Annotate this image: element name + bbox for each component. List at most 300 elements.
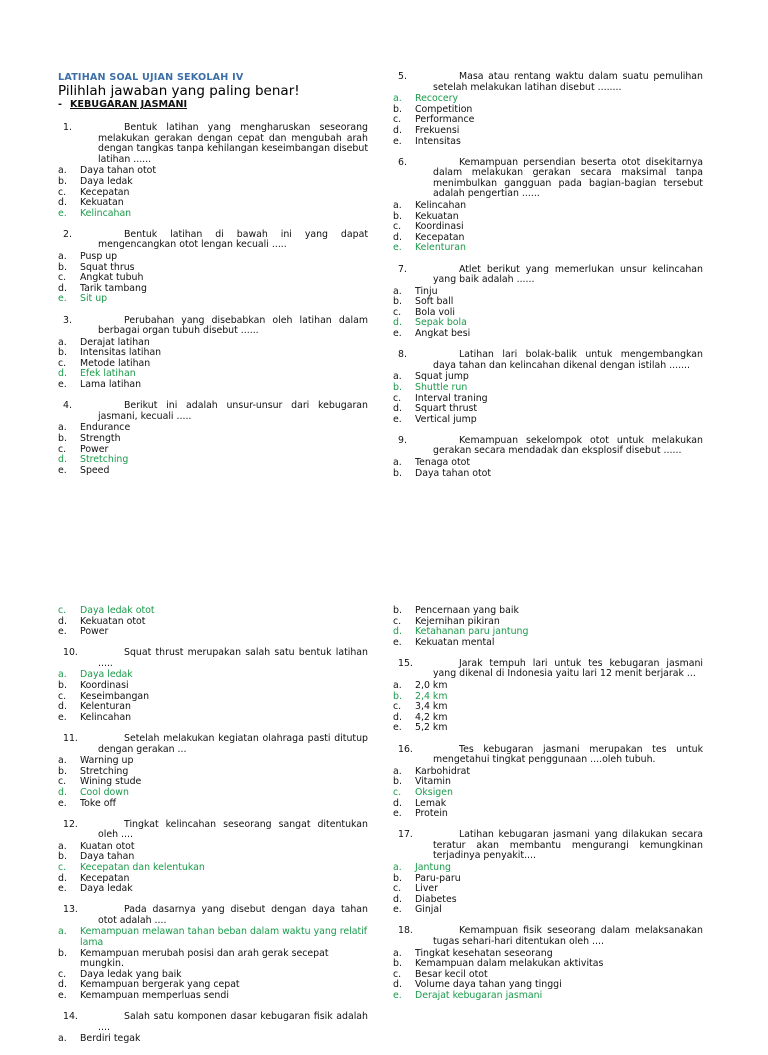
option-text: Ginjal	[415, 904, 442, 916]
option-text: Kemampuan merubah posisi dan arah gerak secepat mungkin.	[80, 947, 329, 970]
option-text: Kelincahan	[80, 711, 132, 723]
question-item	[58, 648, 368, 723]
continued-options	[58, 606, 368, 638]
option-letter: a.	[58, 165, 67, 177]
option-letter: c.	[393, 615, 402, 627]
option-text: Lemak	[415, 797, 447, 809]
question-item	[393, 745, 703, 820]
question-item	[58, 123, 368, 219]
question-stem	[393, 72, 703, 93]
option-text: Volume daya tahan yang tinggi	[415, 979, 562, 991]
answer-option	[58, 380, 368, 391]
question-text: Jarak tempuh lari untuk tes kebugaran jasmani yang dikenal di Indonesia yaitu lari 12 menit berjarak ...	[433, 657, 703, 680]
option-text: Toke off	[80, 797, 116, 809]
option-letter: a.	[393, 680, 402, 692]
instruction-text: Pilihlah jawaban yang paling benar!	[58, 83, 300, 99]
option-text: 5,2 km	[415, 722, 448, 734]
option-letter: d.	[393, 124, 402, 136]
option-letter: b.	[393, 467, 402, 479]
answer-option	[58, 177, 368, 188]
option-letter: e.	[58, 797, 67, 809]
option-letter: c.	[58, 776, 67, 788]
option-text: Kemampuan melawan tahan beban dalam waktu yang relatif lama	[80, 926, 368, 949]
page-bottom	[0, 600, 768, 1045]
option-text: Kelenturan	[80, 701, 131, 713]
question-text: Perubahan yang disebabkan oleh latihan dalam berbagai organ tubuh disebut ......	[98, 314, 368, 337]
question-item	[58, 401, 368, 476]
question-text: Atlet berikut yang memerlukan unsur kelincahan yang baik adalah ......	[433, 263, 703, 286]
option-letter: e.	[58, 990, 67, 1001]
option-text: Koordinasi	[80, 680, 129, 692]
option-text: Pencernaan yang baik	[415, 605, 519, 616]
option-letter: b.	[393, 690, 402, 702]
answer-option-correct	[58, 927, 368, 948]
option-text: Tingkat kesehatan seseorang	[415, 947, 553, 959]
question-text: Masa atau rentang waktu dalam suatu pemulihan setelah melakukan latihan disebut ........	[433, 71, 703, 93]
option-letter: d.	[58, 197, 67, 209]
question-number: 16.	[398, 743, 413, 755]
option-text: 2,4 km	[415, 690, 448, 702]
option-letter: a.	[393, 457, 402, 468]
answer-option	[58, 799, 368, 810]
option-letter: d.	[58, 368, 67, 380]
answer-option	[58, 434, 368, 445]
question-number: 7.	[398, 263, 407, 275]
question-text: Tes kebugaran jasmani merupakan tes untuk mengetahui tingkat penggunaan ....oleh tubuh.	[433, 743, 703, 766]
option-text: 4,2 km	[415, 711, 448, 723]
option-letter: d.	[58, 979, 67, 991]
option-text: Tinju	[415, 285, 438, 297]
option-text: Strength	[80, 432, 121, 444]
answer-option-correct	[58, 294, 368, 305]
answer-option	[58, 713, 368, 724]
option-text: Keseimbangan	[80, 690, 150, 702]
option-text: Daya ledak	[80, 883, 133, 895]
option-letter: e.	[393, 636, 402, 648]
answer-option	[58, 949, 368, 970]
question-text: Tingkat kelincahan seseorang sangat ditentukan oleh ....	[98, 818, 368, 841]
option-text: Kemampuan dalam melakukan aktivitas	[415, 958, 604, 970]
answer-option	[58, 991, 368, 1002]
question-number: 8.	[398, 349, 407, 361]
option-text: Daya ledak otot	[80, 605, 155, 616]
answer-option-correct	[393, 243, 703, 254]
option-text: Kejernihan pikiran	[415, 615, 500, 627]
option-text: Karbohidrat	[415, 765, 471, 777]
option-text: Squart thrust	[415, 403, 478, 415]
question-item	[393, 265, 703, 340]
question-stem	[393, 265, 703, 286]
question-number: 1.	[63, 122, 72, 133]
option-letter: d.	[393, 317, 402, 329]
option-text: Liver	[415, 883, 438, 895]
answer-option-correct	[393, 991, 703, 1002]
option-letter: a.	[393, 947, 402, 959]
option-letter: e.	[393, 904, 402, 916]
option-letter: a.	[393, 200, 402, 212]
option-text: Derajat latihan	[80, 336, 150, 348]
top-right-column	[393, 72, 703, 490]
option-text: Paru-paru	[415, 872, 461, 884]
option-text: Kekuatan	[80, 197, 124, 209]
question-number: 12.	[63, 818, 78, 830]
option-letter: c.	[393, 306, 402, 318]
option-letter: c.	[393, 392, 402, 404]
option-text: Daya ledak yang baik	[80, 968, 182, 980]
bottom-left-column	[58, 606, 368, 1055]
option-text: Intensitas latihan	[80, 347, 162, 359]
option-letter: a.	[393, 93, 402, 105]
option-letter: e.	[58, 711, 67, 723]
option-letter: e.	[58, 379, 67, 391]
option-letter: b.	[393, 381, 402, 393]
question-number: 6.	[398, 156, 407, 168]
option-text: Oksigen	[415, 786, 453, 798]
option-text: Daya ledak	[80, 669, 133, 681]
question-list	[393, 72, 703, 479]
answer-option	[393, 458, 703, 469]
option-letter: c.	[393, 786, 402, 798]
question-number: 4.	[63, 400, 72, 412]
question-stem	[58, 230, 368, 251]
question-number: 5.	[398, 71, 407, 82]
option-text: Stretching	[80, 454, 129, 466]
option-letter: a.	[58, 926, 67, 938]
option-letter: a.	[393, 371, 402, 383]
option-text: Besar kecil otot	[415, 968, 488, 980]
answer-option	[393, 723, 703, 734]
option-text: Kelenturan	[415, 242, 466, 254]
answer-option	[58, 627, 368, 638]
option-text: Kecepatan	[80, 186, 130, 198]
option-letter: e.	[393, 328, 402, 340]
option-letter: d.	[58, 282, 67, 294]
option-letter: a.	[58, 840, 67, 852]
answer-option	[58, 1034, 368, 1045]
option-letter: e.	[58, 883, 67, 895]
option-text: Daya tahan	[80, 851, 135, 863]
option-text: Daya tahan otot	[415, 467, 492, 479]
question-number: 11.	[63, 732, 78, 744]
question-stem	[58, 734, 368, 755]
option-letter: c.	[58, 357, 67, 369]
option-letter: d.	[393, 626, 402, 638]
option-letter: b.	[58, 432, 67, 444]
option-letter: c.	[58, 861, 67, 873]
question-text: Squat thrust merupakan salah satu bentuk latihan .....	[98, 647, 368, 669]
question-number: 10.	[63, 647, 78, 659]
top-left-column	[58, 72, 368, 487]
option-letter: c.	[393, 114, 402, 126]
question-number: 15.	[398, 657, 413, 669]
question-item	[393, 72, 703, 147]
option-text: Pusp up	[80, 251, 118, 263]
question-stem	[393, 158, 703, 200]
option-letter: a.	[393, 765, 402, 777]
option-text: Power	[80, 626, 109, 638]
option-text: Kekuatan	[415, 210, 459, 222]
option-text: Warning up	[80, 755, 134, 767]
option-letter: e.	[393, 242, 402, 254]
option-letter: b.	[393, 872, 402, 884]
option-letter: a.	[58, 1033, 67, 1045]
option-text: Jantung	[415, 861, 451, 873]
option-text: Metode latihan	[80, 357, 151, 369]
question-number: 3.	[63, 314, 72, 326]
question-text: Kemampuan sekelompok otot untuk melakukan gerakan secara mendadak dan eksplosif disebut ......	[433, 434, 703, 457]
option-text: Shuttle run	[415, 381, 468, 393]
option-letter: a.	[58, 755, 67, 767]
option-text: Angkat tubuh	[80, 272, 144, 284]
option-letter: b.	[393, 103, 402, 115]
option-letter: b.	[393, 958, 402, 970]
question-item	[393, 436, 703, 479]
option-letter: d.	[393, 797, 402, 809]
bullet-icon: -	[58, 99, 62, 110]
option-letter: c.	[58, 443, 67, 455]
option-text: Kecepatan	[80, 872, 130, 884]
answer-option	[393, 469, 703, 480]
question-text: Salah satu komponen dasar kebugaran fisik adalah ....	[98, 1011, 368, 1033]
option-letter: d.	[58, 454, 67, 466]
option-letter: b.	[393, 210, 402, 222]
option-text: Kecepatan dan kelentukan	[80, 861, 205, 873]
option-letter: b.	[393, 296, 402, 308]
option-letter: e.	[393, 722, 402, 734]
option-text: Squat thrus	[80, 261, 135, 273]
question-stem	[393, 830, 703, 862]
question-stem	[393, 659, 703, 680]
option-text: Kekuatan otot	[80, 615, 146, 627]
option-text: Kelincahan	[80, 207, 132, 219]
question-number: 9.	[398, 434, 407, 446]
option-letter: e.	[58, 464, 67, 476]
option-letter: e.	[393, 808, 402, 820]
option-letter: c.	[393, 968, 402, 980]
option-text: Endurance	[80, 422, 131, 434]
question-item	[58, 316, 368, 391]
question-text: Latihan kebugaran jasmani yang dilakukan secara teratur akan membantu mengurangi kemungkinan terjadinya penyakit....	[433, 829, 703, 862]
question-number: 13.	[63, 904, 78, 916]
option-letter: a.	[393, 861, 402, 873]
answer-option	[393, 874, 703, 885]
option-letter: b.	[58, 851, 67, 863]
option-text: Competition	[415, 103, 473, 115]
answer-option-correct	[393, 863, 703, 874]
option-text: Protein	[415, 808, 448, 820]
question-stem	[58, 648, 368, 669]
option-text: Diabetes	[415, 893, 457, 905]
answer-option	[393, 415, 703, 426]
question-item	[393, 350, 703, 425]
question-text: Kemampuan fisik seseorang dalam melaksanakan tugas sehari-hari ditentukan oleh ....	[433, 925, 703, 948]
question-text: Kemampuan persendian beserta otot disekitarnya dalam melakukan gerakan secara maksimal tanpa menimbulkan gangguan pada bagian-bagian tersebut adalah pengertian ......	[433, 156, 703, 200]
question-text: Bentuk latihan yang mengharuskan seseorang melakukan gerakan dengan cepat dan mengubah arah dengan tangkas tanpa kehilangan keseimbangan disebut latihan ......	[98, 122, 368, 165]
option-letter: d.	[393, 979, 402, 991]
answer-option-correct	[58, 863, 368, 874]
option-text: Berdiri tegak	[80, 1033, 141, 1045]
option-letter: c.	[58, 272, 67, 284]
answer-option-correct	[58, 606, 368, 617]
option-text: Kecepatan	[415, 231, 465, 243]
question-number: 18.	[398, 925, 413, 937]
option-text: Frekuensi	[415, 124, 460, 136]
question-item	[58, 230, 368, 305]
option-text: Performance	[415, 114, 475, 126]
option-text: Ketahanan paru jantung	[415, 626, 529, 638]
option-letter: a.	[393, 285, 402, 297]
answer-option	[393, 126, 703, 137]
option-letter: b.	[58, 347, 67, 359]
answer-option	[393, 329, 703, 340]
option-text: Sit up	[80, 293, 108, 305]
question-stem	[58, 1012, 368, 1033]
question-stem	[393, 745, 703, 766]
question-stem	[393, 436, 703, 457]
option-letter: a.	[58, 336, 67, 348]
answer-option-correct	[393, 383, 703, 394]
bottom-right-column	[393, 606, 703, 1012]
option-letter: c.	[393, 701, 402, 713]
option-letter: e.	[393, 135, 402, 147]
option-text: Bola voli	[415, 306, 455, 318]
continued-options	[393, 606, 703, 648]
option-letter: e.	[58, 626, 67, 638]
answer-option	[393, 809, 703, 820]
option-letter: d.	[58, 615, 67, 627]
option-letter: b.	[393, 776, 402, 788]
answer-option	[58, 466, 368, 477]
option-text: Tarik tambang	[80, 282, 147, 294]
option-letter: a.	[58, 422, 67, 434]
option-text: Cool down	[80, 786, 129, 798]
option-text: Vitamin	[415, 776, 451, 788]
option-letter: e.	[393, 413, 402, 425]
option-letter: e.	[58, 293, 67, 305]
option-letter: d.	[393, 711, 402, 723]
option-text: Daya tahan otot	[80, 165, 157, 177]
question-stem	[393, 350, 703, 371]
answer-option-correct	[58, 788, 368, 799]
question-item	[58, 1012, 368, 1045]
option-letter: c.	[393, 883, 402, 895]
answer-option	[393, 638, 703, 649]
option-text: Soft ball	[415, 296, 454, 308]
option-text: Wining stude	[80, 776, 142, 788]
question-text: Setelah melakukan kegiatan olahraga pasti ditutup dengan gerakan ...	[98, 732, 368, 755]
question-text: Latihan lari bolak-balik untuk mengembangkan daya tahan dan kelincahan dikenal dengan istilah .......	[433, 349, 703, 371]
option-letter: c.	[393, 221, 402, 233]
option-text: Efek latihan	[80, 368, 136, 380]
option-letter: d.	[58, 872, 67, 884]
option-text: Stretching	[80, 765, 129, 777]
option-text: 3,4 km	[415, 701, 448, 713]
question-item	[58, 734, 368, 809]
question-item	[393, 926, 703, 1001]
option-text: Angkat besi	[415, 328, 471, 340]
option-text: Derajat kebugaran jasmani	[415, 990, 543, 1001]
option-letter: a.	[58, 251, 67, 263]
question-list	[58, 123, 368, 476]
option-text: Intensitas	[415, 135, 461, 147]
section-title: KEBUGARAN JASMANI	[70, 99, 188, 110]
question-stem	[58, 905, 368, 926]
question-stem	[58, 316, 368, 337]
question-stem	[58, 820, 368, 841]
question-text: Pada dasarnya yang disebut dengan daya tahan otot adalah ....	[98, 904, 368, 926]
answer-option	[393, 905, 703, 916]
answer-option-correct	[393, 788, 703, 799]
option-text: Kekuatan mental	[415, 636, 495, 648]
option-text: Tenaga otot	[415, 457, 471, 468]
answer-option	[58, 884, 368, 895]
option-text: Squat jump	[415, 371, 469, 383]
question-list	[393, 659, 703, 1002]
question-stem	[393, 926, 703, 947]
option-letter: c.	[58, 186, 67, 198]
option-letter: c.	[58, 690, 67, 702]
option-text: Kemampuan bergerak yang cepat	[80, 979, 240, 991]
question-number: 14.	[63, 1011, 78, 1023]
option-text: Lama latihan	[80, 379, 142, 391]
option-letter: b.	[58, 680, 67, 692]
option-text: Kuatan otot	[80, 840, 135, 852]
option-letter: d.	[393, 231, 402, 243]
question-item	[58, 905, 368, 1001]
option-letter: e.	[393, 990, 402, 1001]
document-title: LATIHAN SOAL UJIAN SEKOLAH IV	[58, 72, 244, 83]
option-letter: b.	[58, 175, 67, 187]
option-letter: d.	[58, 701, 67, 713]
option-text: Daya ledak	[80, 175, 133, 187]
option-text: Power	[80, 443, 109, 455]
question-item	[393, 830, 703, 916]
option-text: Kemampuan memperluas sendi	[80, 990, 229, 1001]
option-letter: c.	[58, 605, 67, 616]
question-number: 17.	[398, 829, 413, 841]
answer-option	[393, 137, 703, 148]
option-letter: b.	[393, 605, 402, 616]
option-letter: d.	[393, 893, 402, 905]
section-heading	[58, 99, 368, 111]
option-text: Sepak bola	[415, 317, 467, 329]
question-item	[393, 158, 703, 254]
option-text: Vertical jump	[415, 413, 477, 425]
option-letter: b.	[58, 261, 67, 273]
question-text: Berikut ini adalah unsur-unsur dari kebugaran jasmani, kecuali .....	[98, 400, 368, 422]
option-text: Speed	[80, 464, 110, 476]
option-letter: b.	[58, 765, 67, 777]
option-letter: d.	[393, 403, 402, 415]
question-number: 2.	[63, 228, 72, 240]
question-item	[393, 659, 703, 734]
question-item	[58, 820, 368, 895]
option-text: Interval traning	[415, 392, 488, 404]
question-stem	[58, 123, 368, 165]
option-text: 2,0 km	[415, 680, 448, 692]
question-text: Bentuk latihan di bawah ini yang dapat mengencangkan otot lengan kecuali .....	[98, 228, 368, 251]
option-text: Kelincahan	[415, 200, 467, 212]
option-text: Koordinasi	[415, 221, 464, 233]
option-letter: e.	[58, 207, 67, 219]
answer-option	[393, 606, 703, 617]
answer-option-correct	[58, 209, 368, 220]
option-letter: a.	[58, 669, 67, 681]
option-letter: c.	[58, 968, 67, 980]
option-letter: b.	[58, 947, 67, 959]
option-text: Recocery	[415, 93, 459, 105]
question-list	[58, 648, 368, 1045]
